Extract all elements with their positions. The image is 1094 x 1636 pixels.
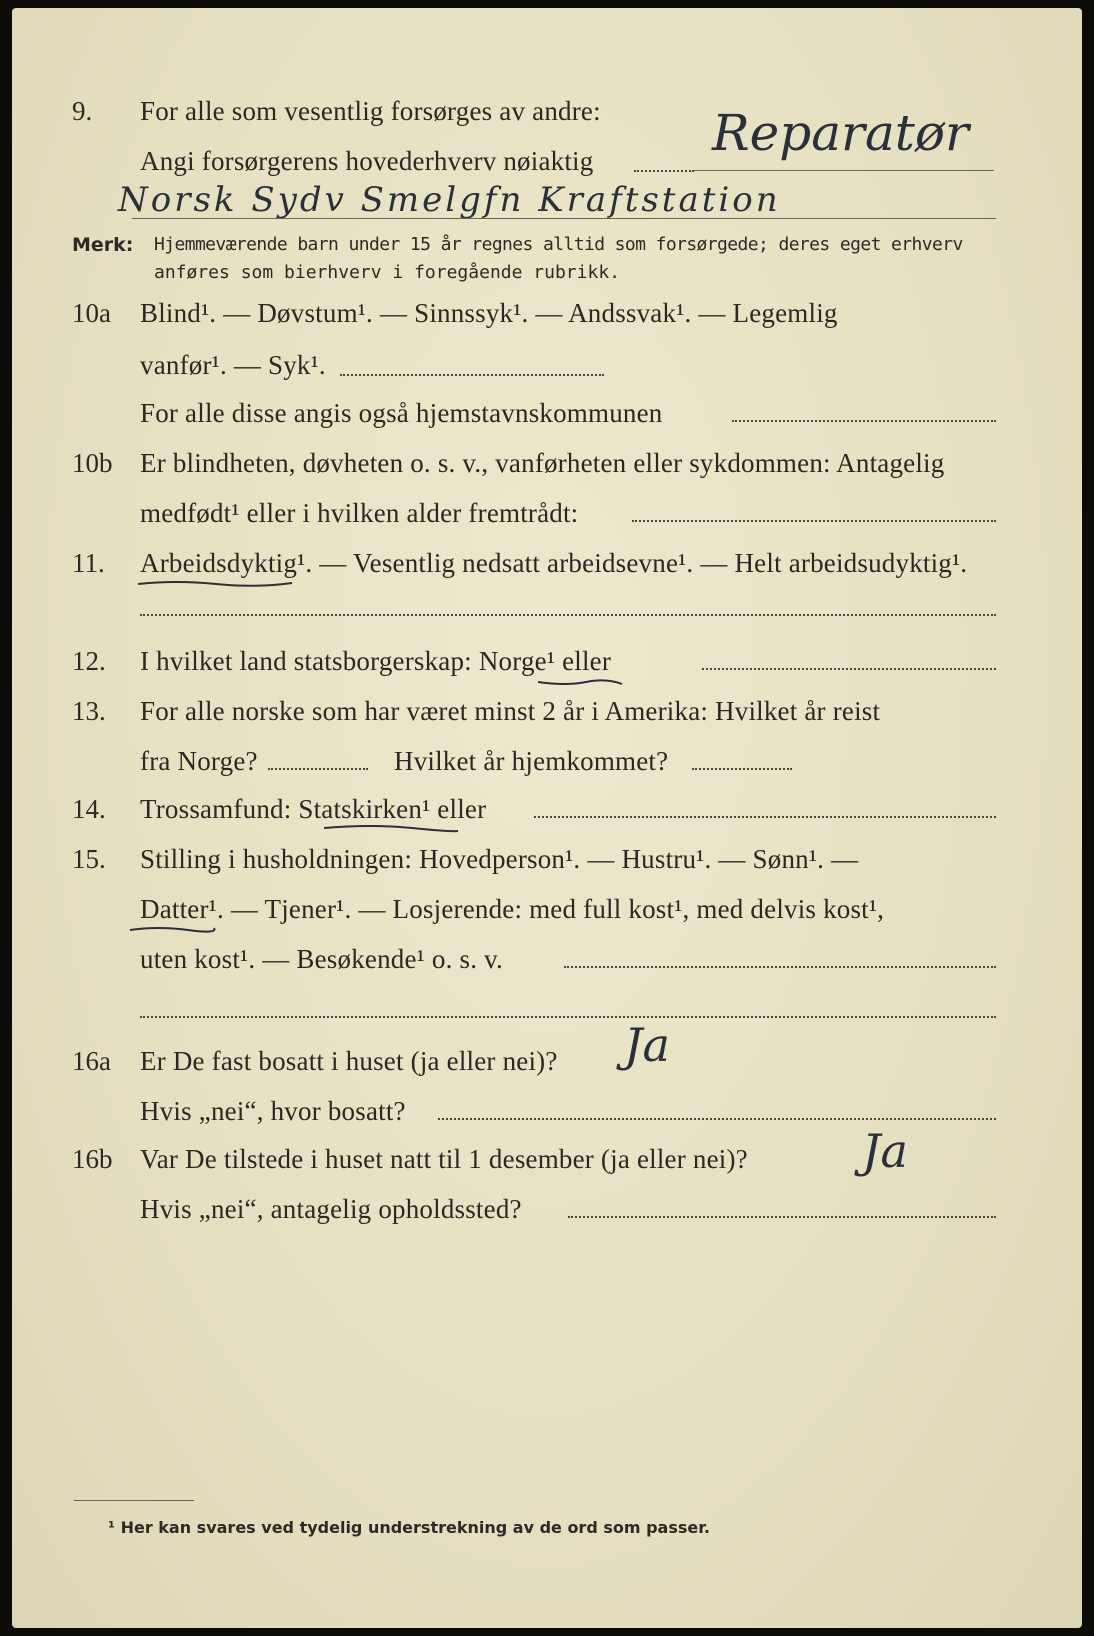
answer-line [438, 1118, 996, 1120]
question-text: Hvis „nei“, hvor bosatt? [140, 1096, 406, 1126]
question-number: 14. [72, 794, 106, 824]
answer-line [534, 816, 996, 818]
question-text: Er De fast bosatt i huset (ja eller nei)? [140, 1046, 558, 1076]
answer-line [568, 1216, 996, 1218]
question-number: 16a [72, 1046, 111, 1076]
note-label: Merk: [72, 234, 134, 256]
note-text: anføres som bierhverv i foregående rubrikk. [154, 262, 620, 283]
question-text: Var De tilstede i huset natt til 1 desember (ja eller nei)? [140, 1144, 748, 1174]
handwritten-underline [536, 676, 626, 690]
question-text: I hvilket land statsborgerskap: Norge¹ eller [140, 646, 612, 676]
answer-line [702, 668, 996, 670]
question-number: 10a [72, 298, 111, 328]
answer-line [340, 374, 604, 376]
question-text: Stilling i husholdningen: Hovedperson¹. — Hustru¹. — Sønn¹. — [140, 844, 859, 874]
question-text: vanfør¹. — Syk¹. [140, 350, 326, 380]
question-text: For alle norske som har været minst 2 år i Amerika: Hvilket år reist [140, 696, 881, 726]
question-text: Datter¹. — Tjener¹. — Losjerende: med full kost¹, med delvis kost¹, [140, 894, 885, 924]
question-text: For alle som vesentlig forsørges av andre: [140, 96, 601, 126]
question-number: 16b [72, 1144, 113, 1174]
handwritten-underline [136, 578, 296, 590]
question-text: Hvis „nei“, antagelig opholdssted? [140, 1194, 522, 1224]
census-form-page [12, 8, 1082, 1628]
answer-line [632, 520, 996, 522]
answer-line [564, 966, 996, 968]
handwritten-answer: Reparatør [712, 104, 969, 162]
answer-line [140, 1016, 996, 1018]
answer-line [634, 170, 694, 172]
handwritten-answer: Ja [862, 1124, 908, 1178]
question-text: Trossamfund: Statskirken¹ eller [140, 794, 487, 824]
question-number: 13. [72, 696, 106, 726]
question-number: 11. [72, 548, 105, 578]
question-number: 15. [72, 844, 106, 874]
question-text: uten kost¹. — Besøkende¹ o. s. v. [140, 944, 504, 974]
footnote-divider [74, 1500, 194, 1501]
question-text: Angi forsørgerens hovederhverv nøiaktig [140, 146, 594, 176]
answer-line [268, 768, 368, 770]
answer-line [132, 218, 996, 219]
question-number: 12. [72, 646, 106, 676]
footnote: ¹ Her kan svares ved tydelig understrekning av de ord som passer. [108, 1518, 710, 1537]
question-number: 9. [72, 96, 93, 126]
handwritten-underline [322, 822, 462, 836]
question-text: Blind¹. — Døvstum¹. — Sinnssyk¹. — Andssvak¹. — Legemlig [140, 298, 838, 328]
question-text: Er blindheten, døvheten o. s. v., vanførheten eller sykdommen: Antagelig [140, 448, 945, 478]
question-text: For alle disse angis også hjemstavnskommunen [140, 398, 663, 428]
answer-line [692, 768, 792, 770]
question-text: Arbeidsdyktig¹. — Vesentlig nedsatt arbeidsevne¹. — Helt arbeidsudyktig¹. [140, 548, 968, 578]
handwritten-answer: Ja [624, 1018, 670, 1072]
note-text: Hjemmeværende barn under 15 år regnes alltid som forsørgede; deres eget erhverv [154, 234, 963, 255]
question-text: Hvilket år hjemkommet? [394, 746, 669, 776]
question-text: fra Norge? [140, 746, 258, 776]
answer-line [140, 614, 996, 616]
question-text: medfødt¹ eller i hvilken alder fremtrådt: [140, 498, 579, 528]
answer-line [732, 420, 996, 422]
answer-line [694, 170, 994, 171]
handwritten-underline [128, 922, 218, 936]
handwritten-answer: Norsk Sydv Smelgfn Kraftstation [118, 180, 781, 220]
question-number: 10b [72, 448, 113, 478]
